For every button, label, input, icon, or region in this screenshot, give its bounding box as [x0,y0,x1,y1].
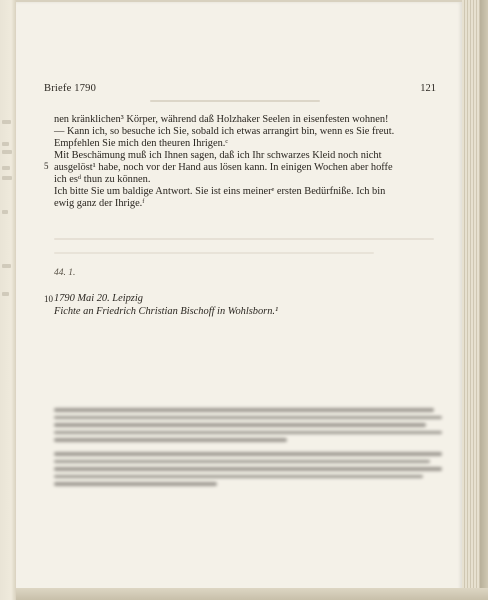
entry-recipient: Fichte an Friedrich Christian Bischoff in Wohlsborn.¹ [54,306,279,317]
blurred-footnotes [54,408,442,446]
text-line: Ich bitte Sie um baldige Antwort. Sie ist eins meinerᵉ ersten Bedürfniße. Ich bin [54,186,386,197]
facing-page-bleed-text [2,0,14,600]
bleed-through-mark [150,100,320,102]
text-line: — Kann ich, so besuche ich Sie, sobald ich etwas arrangirt bin, wenn es Sie freut. [54,126,395,137]
text-line: nen kränklichen³ Körper, während daß Holzhaker Seelen in eisenfesten wohnen! [54,114,389,125]
running-header [44,83,436,99]
facing-page-edge [0,0,16,600]
book-bottom-edge [16,588,488,600]
bleed-through-mark [54,238,434,240]
line-number: 10 [44,294,53,304]
entry-id: 44. 1. [54,268,76,278]
text-line: Empfehlen Sie mich den theuren Ihrigen.ᶜ [54,138,229,149]
text-line: ewig ganz der Ihrige.ᶠ [54,198,145,209]
bleed-through-mark [54,252,374,254]
text-line: ausgelöst¹ habe, noch vor der Hand aus lösen kann. In einigen Wochen aber hoffe [54,162,393,173]
blurred-footnotes [54,452,442,490]
running-header-title: Briefe 1790 [44,83,97,94]
line-number: 5 [44,161,49,171]
entry-date-place: 1790 Mai 20. Leipzig [54,293,143,304]
text-line: Mit Beschämung muß ich Ihnen sagen, daß ich Ihr schwarzes Kleid noch nicht [54,150,382,161]
text-line: ich esᵈ thun zu können. [54,174,151,185]
page-stack-edge [462,0,488,600]
page-number: 121 [420,83,436,94]
